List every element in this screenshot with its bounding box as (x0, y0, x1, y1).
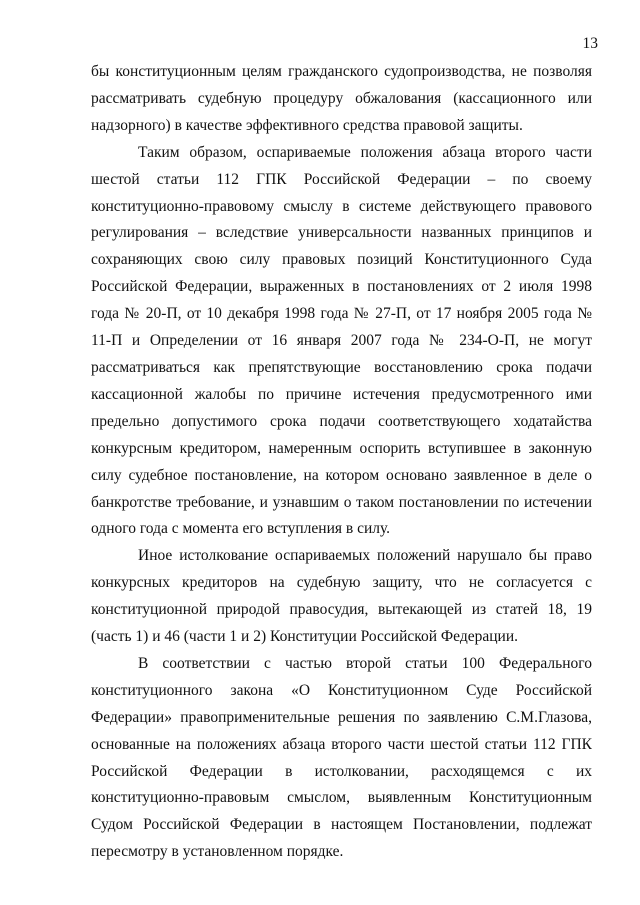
paragraph-review-order: В соответствии с частью второй статьи 100 Федерального конституционного закона «О Конституционном Суде Российской Федерации» правоприменительные решения по заявлению С.М.Глазова, основанные на положениях абзаца второго части шестой статьи 112 ГПК Российской Федерации в истолковании, расходящемся с их конституционно-правовым смыслом, выявленным Конституционным Судом Российской Федерации в настоящем Постановлении, подлежат пересмотру в установленном порядке. (91, 654, 592, 861)
document-body (91, 59, 592, 866)
paragraph-continuation: бы конституционным целям гражданского судопроизводства, не позволяя рассматривать судебную процедуру обжалования (кассационного или надзорного) в качестве эффективного средства правовой защиты. (91, 63, 592, 134)
page-number: 13 (582, 35, 598, 52)
paragraph-alternative-interpretation: Иное истолкование оспариваемых положений нарушало бы право конкурсных кредиторов на судебную защиту, что не согласуется с конституционной природой правосудия, вытекающей из статей 18, 19 (часть 1) и 46 (части 1 и 2) Конституции Российской Федерации. (91, 547, 592, 646)
paragraph-conclusion: Таким образом, оспариваемые положения абзаца второго части шестой статьи 112 ГПК Российской Федерации – по своему конституционно-правовому смыслу в системе действующего правового регулирования – вследствие универсальности названных принципов и сохраняющих свою силу правовых позиций Конституционного Суда Российской Федерации, выраженных в постановлениях от 2 июля 1998 года № 20-П, от 10 декабря 1998 года № 27-П, от 17 ноября 2005 года № 11-П и Определении от 16 января 2007 года № 234-О-П, не могут рассматриваться как препятствующие восстановлению срока подачи кассационной жалобы по причине истечения предусмотренного ими предельно допустимого срока подачи соответствующего ходатайства конкурсным кредитором, намеренным оспорить вступившее в законную силу судебное постановление, на котором основано заявленное в деле о банкротстве требование, и узнавшим о таком постановлении по истечении одного года с момента его вступления в силу. (91, 143, 592, 538)
